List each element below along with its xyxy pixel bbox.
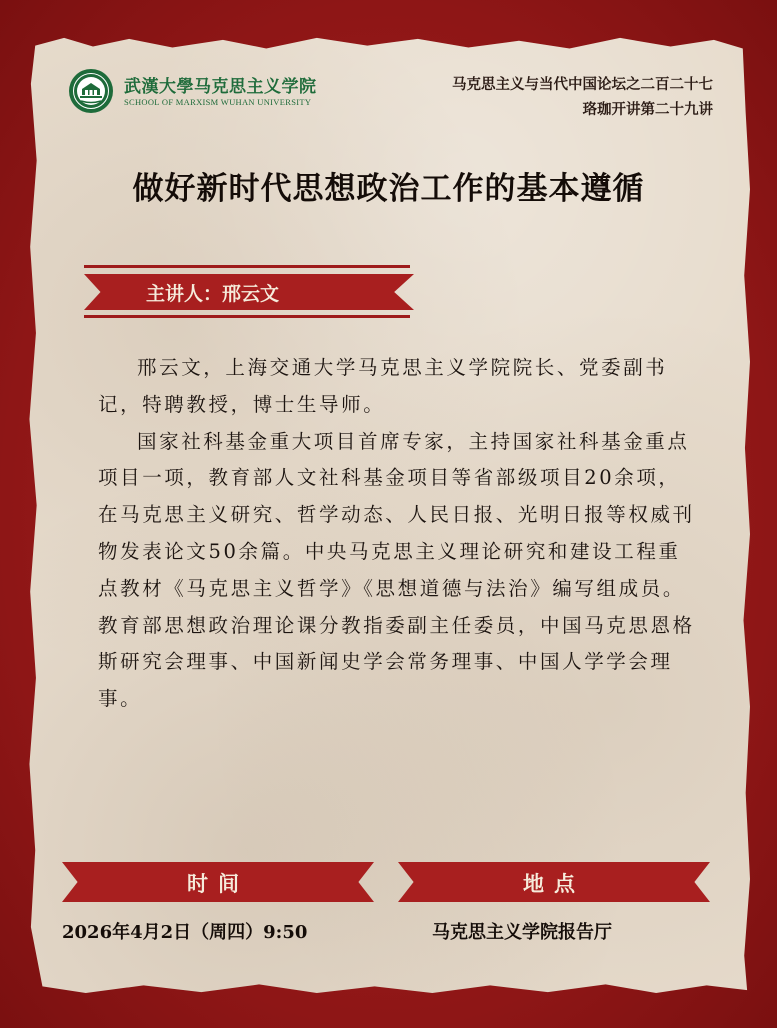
time-label: 时间	[187, 871, 249, 896]
bio-paragraph: 邢云文，上海交通大学马克思主义学院院长、党委副书记，特聘教授，博士生导师。	[98, 356, 668, 416]
page-title: 做好新时代思想政治工作的基本遵循	[132, 171, 645, 207]
banner-bottom-line	[84, 315, 410, 318]
wuhan-university-seal-icon	[68, 68, 114, 114]
school-name-cn: 武漢大學马克思主义学院	[124, 77, 317, 97]
lecture-number-line: 珞珈开讲第二十九讲	[582, 101, 713, 118]
event-place: 马克思主义学院报告厅	[432, 922, 612, 943]
speaker-bio	[98, 350, 698, 718]
school-name-en: SCHOOL OF MARXISM WUHAN UNIVERSITY	[124, 97, 312, 107]
speaker-label: 主讲人：邢云文	[146, 283, 280, 305]
bio-paragraph: 国家社科基金重大项目首席专家，主持国家社科基金重点项目一项，教育部人文社科基金项目等省部级项目20余项，在马克思主义研究、哲学动态、人民日报、光明日报等权威刊物发表论文50余篇。中央马克思主义理论研究和建设工程重点教材《马克思主义哲学》《思想道德与法治》编写组成员。教育部思想政治理论课分教指委副主任委员，中国马克思恩格斯研究会理事、中国新闻史学会常务理事、中国人学学会理事。	[98, 429, 695, 711]
time-ribbon	[62, 862, 374, 902]
place-ribbon	[398, 862, 710, 902]
place-label: 地点	[523, 871, 585, 896]
event-time: 2026年4月2日（周四）9:50	[62, 922, 308, 943]
banner-top-line	[84, 265, 410, 268]
forum-series-line: 马克思主义与当代中国论坛之二百二十七	[452, 76, 713, 93]
